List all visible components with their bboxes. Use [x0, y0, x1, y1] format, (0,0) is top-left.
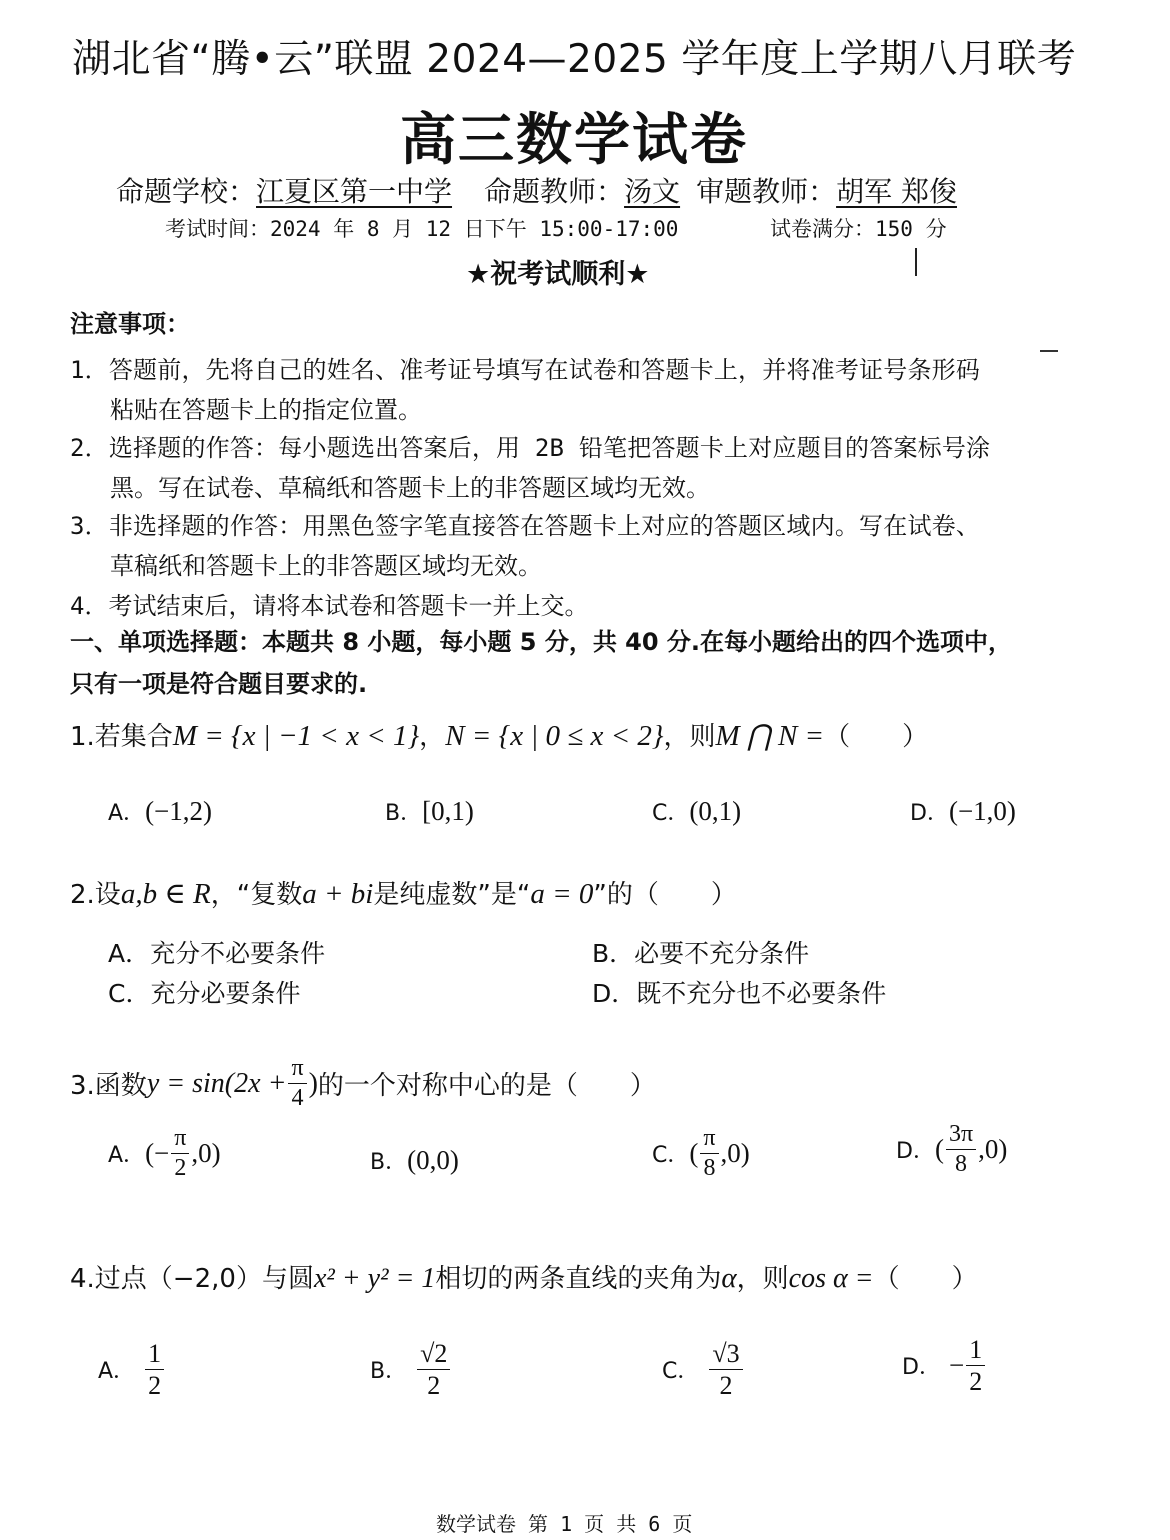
notice-item-3-line2: 草稿纸和答题卡上的非答题区域均无效。 [110, 552, 542, 580]
q2-option-a-text: 充分不必要条件 [150, 939, 326, 968]
q3-option-a-frac [171, 1126, 189, 1181]
q2-option-d-label: D． [592, 979, 637, 1008]
q1-set-n: N = {x | 0 ≤ x < 2} [445, 720, 664, 752]
q3-option-d [896, 1122, 1007, 1177]
exam-time: 考试时间：2024 年 8 月 12 日下午 15:00-17:00 [165, 217, 679, 241]
q3-option-a-den: 2 [174, 1155, 187, 1182]
question-3 [70, 1056, 656, 1111]
q3-option-c-frac [700, 1126, 718, 1181]
q3-option-d-den: 8 [955, 1151, 968, 1178]
q2-option-b [592, 934, 809, 970]
notice-item-2-line2: 黑。写在试卷、草稿纸和答题卡上的非答题区域均无效。 [110, 474, 710, 502]
q3-frac-num: π [288, 1056, 306, 1084]
q4-option-b-frac [417, 1340, 450, 1400]
q1-option-d [910, 796, 1016, 827]
q2-end: ”的（ ） [593, 880, 737, 910]
notice-heading: 注意事项： [70, 310, 190, 338]
notice-item-1-line1: 1．答题前，先将自己的姓名、准考证号填写在试卷和答题卡上，并将准考证号条形码 [70, 356, 981, 384]
notice-item-1-line2: 粘贴在答题卡上的指定位置。 [110, 396, 422, 424]
q4-option-c-num: √3 [709, 1340, 742, 1370]
q4-circle: x² + y² = 1 [313, 1263, 436, 1294]
q3-option-b-label: B． [370, 1150, 408, 1175]
q4-option-d-sign: − [948, 1350, 965, 1381]
q4-option-a-den: 2 [148, 1371, 162, 1401]
q3-option-d-frac [946, 1122, 976, 1177]
q3-option-b [370, 1145, 459, 1176]
q3-option-c-num: π [700, 1126, 718, 1154]
blessing: ★祝考试顺利★ [466, 259, 650, 290]
q4-cos: cos α = [788, 1263, 874, 1294]
q2-mid2: 是纯虚数”是“ [373, 880, 531, 910]
q3-frac-den: 4 [291, 1085, 304, 1112]
exam-title: 湖北省“腾•云”联盟 2024—2025 学年度上学期八月联考 [72, 37, 1077, 82]
paper-subtitle: 高三数学试卷 [400, 108, 748, 173]
q3-option-a-num: π [171, 1126, 189, 1154]
page-footer: 数学试卷 第 1 页 共 6 页 [436, 1512, 693, 1536]
q2-option-c-label: C． [108, 979, 151, 1008]
notice-item-2-line1: 2．选择题的作答：每小题选出答案后，用 2B 铅笔把答题卡上对应题目的答案标号涂 [70, 434, 991, 462]
q3-option-a-right: ,0) [191, 1138, 221, 1169]
q3-fraction [288, 1056, 306, 1111]
q2-cond: a,b ∈ R [120, 878, 211, 910]
notice-item-4-line1: 4．考试结束后，请将本试卷和答题卡一并上交。 [70, 592, 589, 620]
q1-expr: M ⋂ N = [715, 720, 825, 752]
author-name: 汤文 [624, 175, 681, 208]
q1-prefix: 1.若集合 [70, 722, 173, 752]
q1-option-c [652, 796, 741, 827]
q1-option-a [108, 796, 212, 827]
q4-prefix: 4.过点（−2,0）与圆 [70, 1264, 314, 1294]
q4-blank: （ ） [873, 1264, 978, 1294]
author-label: 命题教师： [484, 175, 625, 208]
q1-option-a-label: A． [108, 801, 146, 826]
q4-option-a-frac [145, 1340, 164, 1400]
question-1 [70, 716, 928, 753]
q3-option-a-label: A． [108, 1143, 146, 1169]
q3-option-c-left: ( [689, 1138, 699, 1169]
q4-option-a [98, 1340, 166, 1400]
q1-sep: ， [419, 722, 446, 752]
q3-option-c-right: ,0) [720, 1138, 750, 1169]
q4-option-d [902, 1336, 987, 1396]
q2-option-c-text: 充分必要条件 [150, 979, 301, 1008]
q4-then: ，则 [736, 1264, 789, 1294]
q1-option-d-label: D． [910, 801, 949, 826]
school-label: 命题学校： [116, 175, 257, 208]
q4-option-c [662, 1340, 745, 1400]
q2-expr: a + bi [302, 878, 374, 910]
section1-heading: 一、单项选择题：本题共 8 小题，每小题 5 分，共 40 分.在每小题给出的四个选项中， [70, 628, 1013, 656]
q3-func-right: ) [308, 1067, 318, 1099]
q4-option-c-frac [709, 1340, 742, 1400]
full-score: 试卷满分：150 分 [770, 217, 947, 241]
q4-alpha: α [721, 1262, 737, 1294]
question-2 [70, 874, 737, 911]
q3-prefix: 3.函数 [70, 1071, 147, 1102]
q3-option-c-den: 8 [703, 1155, 716, 1182]
q4-option-b-num: √2 [417, 1340, 450, 1370]
q4-option-a-label: A． [98, 1359, 136, 1385]
q3-func-left: y = sin(2x + [146, 1067, 287, 1099]
q4-option-d-frac [966, 1336, 985, 1396]
q3-option-d-right: ,0) [978, 1134, 1008, 1165]
author-info-row [116, 170, 957, 210]
q2-option-a [108, 934, 325, 970]
q4-option-b-den: 2 [427, 1371, 441, 1401]
q4-option-c-label: C． [662, 1359, 700, 1385]
q2-option-b-text: 必要不充分条件 [634, 939, 810, 968]
question-4 [70, 1258, 978, 1295]
q2-option-c [108, 974, 300, 1010]
q1-option-b-label: B． [385, 801, 423, 826]
q1-option-a-text: (−1,2) [145, 796, 213, 826]
q1-blank: （ ） [824, 722, 929, 752]
reviewer-label: 审题教师： [696, 175, 837, 208]
q1-then: ，则 [663, 722, 716, 752]
q3-option-a [108, 1126, 221, 1181]
section1-heading-cont: 只有一项是符合题目要求的. [70, 670, 368, 698]
q4-mid: 相切的两条直线的夹角为 [435, 1264, 722, 1294]
q4-option-d-num: 1 [966, 1336, 985, 1366]
q3-option-b-text: (0,0) [407, 1145, 459, 1175]
q1-set-m: M = {x | −1 < x < 1} [172, 720, 420, 752]
q4-option-d-label: D． [902, 1355, 941, 1381]
scan-tick [1040, 350, 1058, 352]
q4-option-a-num: 1 [145, 1340, 164, 1370]
school-name: 江夏区第一中学 [256, 175, 453, 208]
q3-suffix: 的一个对称中心的是（ ） [317, 1071, 656, 1102]
q1-option-c-text: (0,1) [689, 796, 742, 826]
q1-option-b-text: [0,1) [422, 796, 474, 826]
q4-option-b-label: B． [370, 1359, 408, 1385]
q3-option-d-num: 3π [946, 1122, 976, 1150]
reviewer-names: 胡军 郑俊 [836, 175, 957, 208]
q4-option-c-den: 2 [719, 1371, 733, 1401]
q3-option-c-label: C． [652, 1143, 690, 1169]
q4-option-d-den: 2 [969, 1367, 983, 1397]
q2-option-b-label: B． [592, 939, 635, 968]
q1-option-c-label: C． [652, 801, 690, 826]
q3-option-a-left: (− [145, 1138, 170, 1169]
q1-option-b [385, 796, 474, 827]
q4-option-b [370, 1340, 452, 1400]
q2-option-a-label: A． [108, 939, 151, 968]
q3-option-d-left: ( [934, 1134, 944, 1165]
q3-option-d-label: D． [896, 1139, 935, 1165]
notice-item-3-line1: 3．非选择题的作答：用黑色签字笔直接答在答题卡上对应的答题区域内。写在试卷、 [70, 512, 981, 540]
q3-option-c [652, 1126, 750, 1181]
scan-mark [915, 248, 917, 276]
q1-option-d-text: (−1,0) [948, 796, 1016, 826]
q2-option-d [592, 974, 886, 1010]
q2-eq: a = 0 [530, 878, 594, 910]
q2-mid1: ，“复数 [210, 880, 303, 910]
q2-option-d-text: 既不充分也不必要条件 [636, 979, 887, 1008]
q2-prefix: 2.设 [70, 880, 121, 910]
